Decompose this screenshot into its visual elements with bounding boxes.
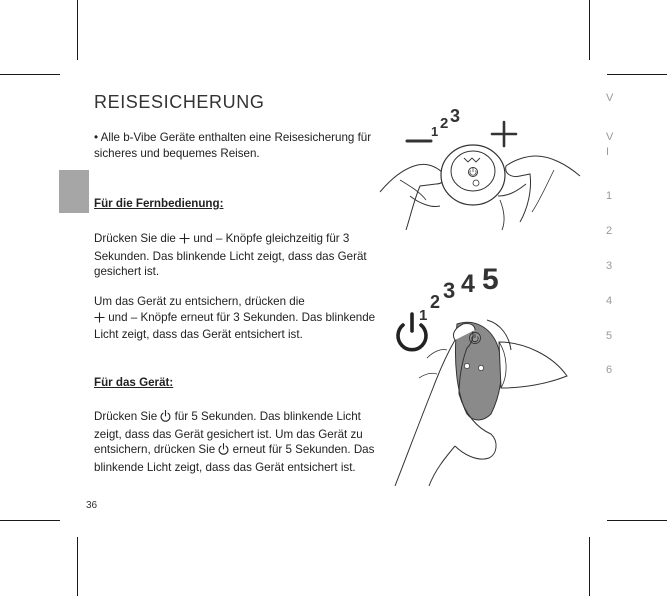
text: erneut für 5 Sekunden. Das blinkende Licht zeigt, dass das Gerät entsichert ist. [94,443,375,474]
minus-icon: – [130,310,138,324]
fragment: 1 [606,190,613,202]
crop-mark [77,0,78,60]
fragment: V [606,92,614,104]
text: Um das Gerät zu entsichern, drücken die [94,295,305,308]
plus-icon [94,312,105,328]
fragment: I [606,146,610,158]
crop-mark [607,74,667,75]
remote-illustration [380,100,580,250]
count-number: 2 [440,115,449,132]
crop-mark [0,520,60,521]
power-icon [218,443,229,460]
text: für 5 Sekunden. Das blinkende Licht zeigt, dass das Gerät gesichert ist. Um das Gerät zu entsichern, drücken Sie [94,410,363,457]
crop-mark [589,537,590,596]
count-number: 5 [482,263,499,296]
fragment: 2 [606,225,613,237]
count-number: 1 [419,307,428,324]
count-number: 2 [430,292,441,312]
count-number: 1 [431,124,439,139]
crop-mark [607,520,667,521]
fragment: V [606,131,614,143]
page-number: 36 [86,500,98,511]
device-paragraph [94,409,386,475]
plus-icon [492,122,516,146]
remote-heading: Für die Fernbedienung: [94,197,224,210]
fragment: 3 [606,260,613,272]
device-heading: Für das Gerät: [94,376,174,389]
crop-mark [77,537,78,596]
chapter-tab [59,170,89,213]
fragment: 4 [606,295,613,307]
minus-icon: – [215,232,223,245]
remote-paragraph-2 [94,294,386,343]
text: Drücken Sie [94,410,158,423]
count-number: 3 [450,106,461,126]
plus-icon [179,233,190,249]
fragment: 5 [606,330,613,342]
crop-mark [589,0,590,60]
text: Drücken Sie die [94,232,176,245]
count-number: 3 [443,278,456,303]
text: Knöpfe gleichzeitig für 3 Sekunden. Das blinkende Licht zeigt, dass das Gerät gesichert ist. [94,232,367,279]
power-icon [160,410,171,427]
count-number: 4 [461,270,475,298]
page-title: REISESICHERUNG [94,92,265,112]
remote-paragraph-1 [94,231,386,280]
text: und [193,232,213,245]
fragment: 6 [606,364,613,376]
text: Knöpfe erneut für 3 Sekunden. Das blinkende Licht zeigt, dass das Gerät entsichert ist. [94,310,376,342]
text: und [108,310,128,324]
device-illustration [395,258,580,488]
intro-text: • Alle b-Vibe Geräte enthalten eine Reisesicherung für sicheres und bequemes Reisen. [94,131,372,160]
crop-mark [0,74,60,75]
